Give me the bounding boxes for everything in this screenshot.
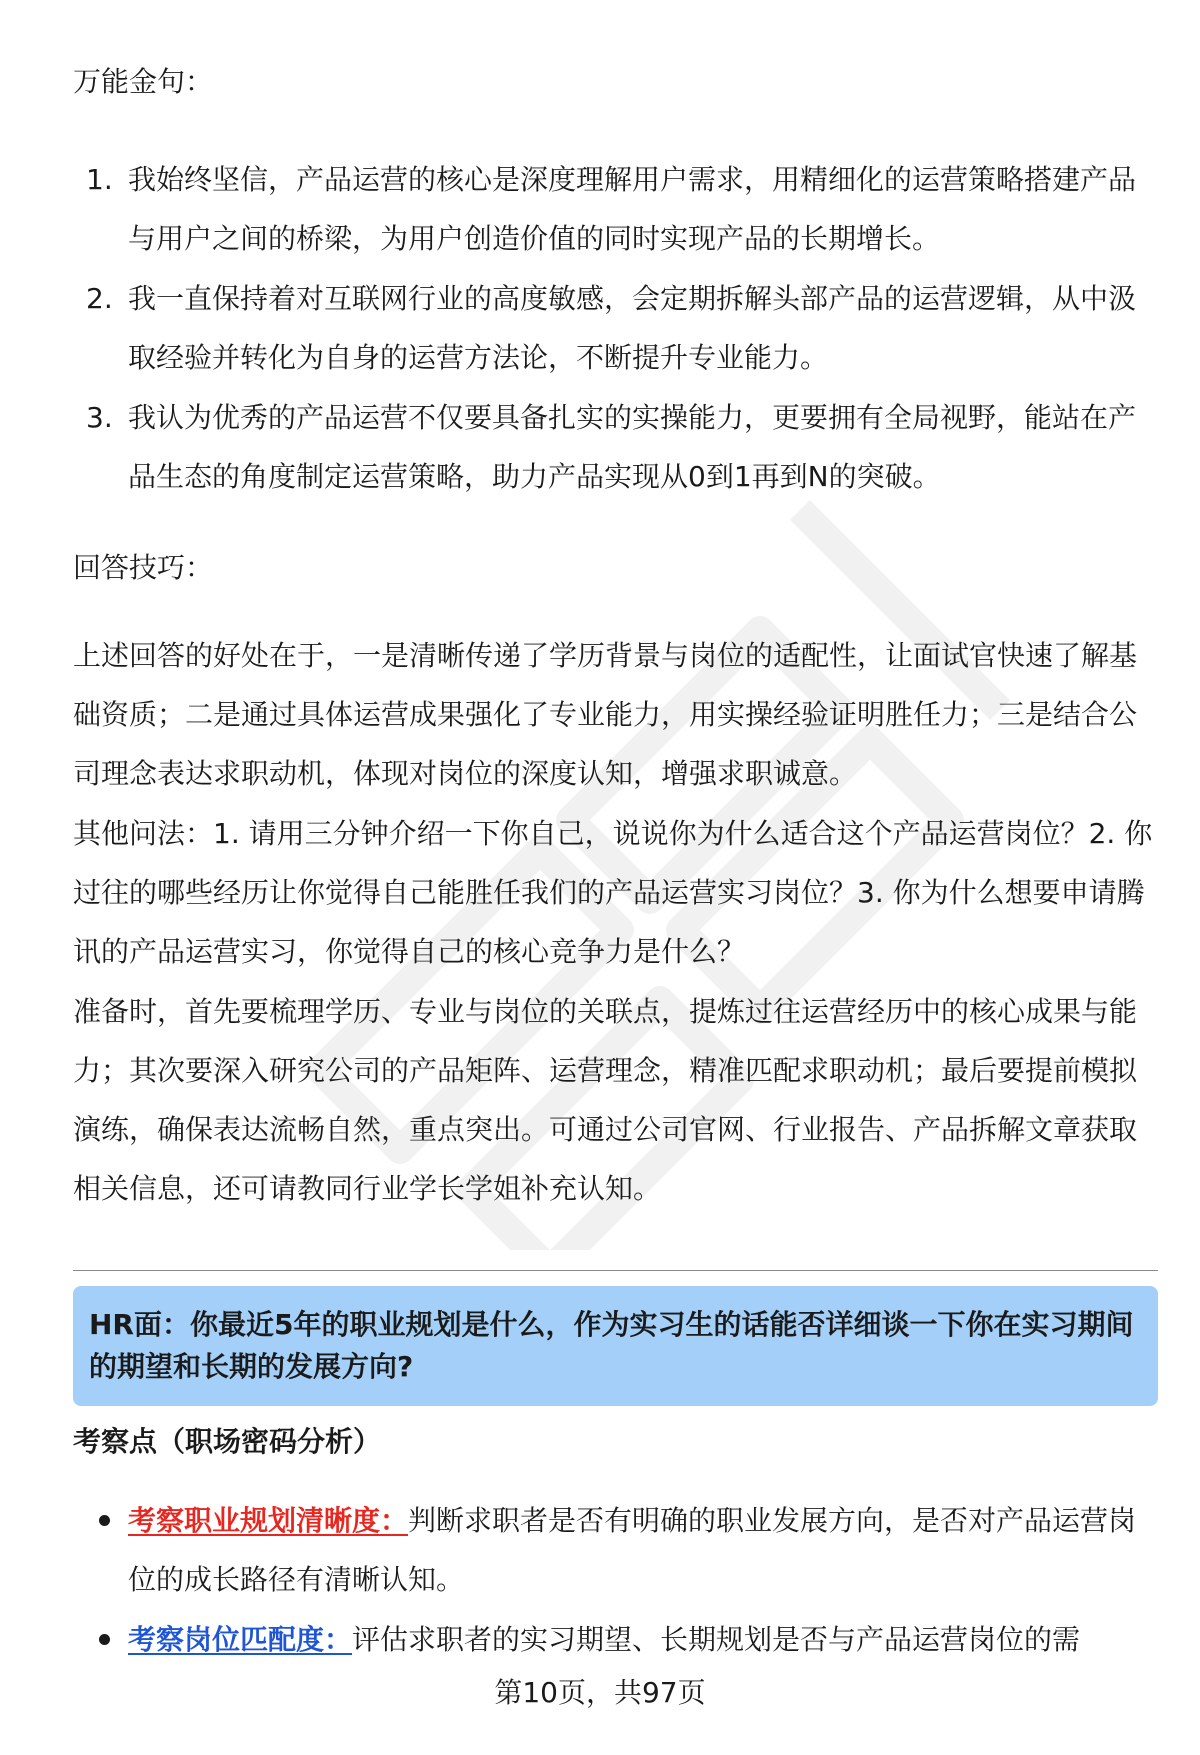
list-item-number: 1. (86, 163, 113, 196)
list-item-text: 我认为优秀的产品运营不仅要具备扎实的实操能力，更要拥有全局视野，能站在产品生态的角度制定运营策略，助力产品实现从0到1再到N的突破。 (128, 401, 1137, 493)
list-item (0, 150, 1160, 268)
list-item (0, 269, 1160, 387)
list-item-text: 我一直保持着对互联网行业的高度敏感，会定期拆解头部产品的运营逻辑，从中汲取经验并转化为自身的运营方法论，不断提升专业能力。 (128, 282, 1137, 374)
page-number: 第10页，共97页 (494, 1676, 706, 1709)
list-item-text: 我始终坚信，产品运营的核心是深度理解用户需求，用精细化的运营策略搭建产品与用户之间的桥梁，为用户创造价值的同时实现产品的长期增长。 (128, 163, 1137, 255)
universal-phrases-heading: 万能金句： (73, 65, 214, 98)
bullet-icon (99, 1634, 110, 1645)
hr-question-box (73, 1286, 1158, 1406)
assessment-points-list (0, 1491, 1160, 1670)
list-item (0, 1610, 1160, 1669)
bullet-icon (99, 1515, 110, 1526)
list-item (0, 388, 1160, 506)
assessment-text: 评估求职者的实习期望、长期规划是否与产品运营岗位的需 (352, 1623, 1081, 1656)
preparation-paragraph: 准备时，首先要梳理学历、专业与岗位的关联点，提炼过往运营经历中的核心成果与能力；其次要深入研究公司的产品矩阵、运营理念，精准匹配求职动机；最后要提前模拟演练，确保表达流畅自然，重点突出。可通过公司官网、行业报告、产品拆解文章获取相关信息，还可请教同行业学长学姐补充认知。 (73, 995, 1138, 1205)
answer-tips-heading: 回答技巧： (73, 551, 214, 584)
assessment-heading: 考察点（职场密码分析） (73, 1425, 382, 1458)
alternative-questions-paragraph: 其他问法：1. 请用三分钟介绍一下你自己，说说你为什么适合这个产品运营岗位？2. 你过往的哪些经历让你觉得自己能胜任我们的产品运营实习岗位？3. 你为什么想要申请腾讯的产品运营实习，你觉得自己的核心竞争力是什么？ (73, 817, 1153, 968)
answer-tips-paragraph: 上述回答的好处在于，一是清晰传递了学历背景与岗位的适配性，让面试官快速了解基础资质；二是通过具体运营成果强化了专业能力，用实操经验证明胜任力；三是结合公司理念表达求职动机，体现对岗位的深度认知，增强求职诚意。 (73, 639, 1138, 790)
list-item-number: 3. (86, 401, 113, 434)
hr-question-text: HR面：你最近5年的职业规划是什么，作为实习生的话能否详细谈一下你在实习期间的期望和长期的发展方向? (89, 1308, 1134, 1383)
universal-phrases-list (0, 150, 1160, 507)
section-divider (73, 1270, 1158, 1271)
list-item (0, 1491, 1160, 1609)
list-item-number: 2. (86, 282, 113, 315)
assessment-keyword: 考察职业规划清晰度： (128, 1504, 409, 1537)
assessment-keyword: 考察岗位匹配度： (128, 1623, 353, 1656)
assessment-text: 判断求职者是否有明确的职业发展方向，是否对产品运营岗位的成长路径有清晰认知。 (128, 1504, 1137, 1596)
